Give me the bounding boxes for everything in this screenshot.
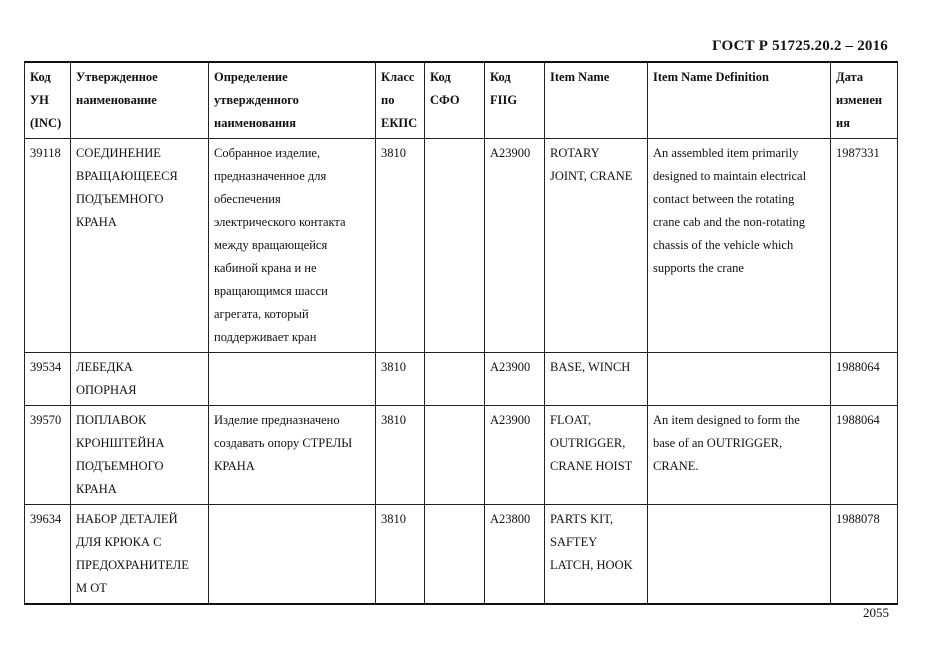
cell-approved-name: ЛЕБЕДКА ОПОРНАЯ — [71, 353, 209, 406]
cell-item-name: ROTARY JOINT, CRANE — [545, 139, 648, 353]
table-row — [25, 505, 898, 605]
header-row — [25, 62, 898, 139]
cell-item-name: BASE, WINCH — [545, 353, 648, 406]
cell-approved-name: ПОПЛАВОК КРОНШТЕЙНА ПОДЪЕМНОГО КРАНА — [71, 406, 209, 505]
header-sfo-code: Код СФО — [425, 62, 485, 139]
cell-class: 3810 — [376, 505, 425, 605]
cell-inc: 39534 — [25, 353, 71, 406]
page-number: 2055 — [863, 605, 889, 620]
header-name-definition: Определение утвержденного наименования — [209, 62, 376, 139]
table-row — [25, 353, 898, 406]
cell-item-name: PARTS KIT, SAFTEY LATCH, HOOK — [545, 505, 648, 605]
table-row — [25, 139, 898, 353]
catalog-table — [24, 61, 898, 605]
header-ekps-class: Класс по ЕКПС — [376, 62, 425, 139]
cell-class: 3810 — [376, 353, 425, 406]
cell-date: 1988064 — [831, 353, 898, 406]
cell-item-definition — [648, 353, 831, 406]
cell-inc: 39570 — [25, 406, 71, 505]
cell-class: 3810 — [376, 139, 425, 353]
cell-sfo — [425, 139, 485, 353]
cell-date: 1988078 — [831, 505, 898, 605]
cell-approved-name: НАБОР ДЕТАЛЕЙ ДЛЯ КРЮКА С ПРЕДОХРАНИТЕЛЕ М ОТ — [71, 505, 209, 605]
standard-designation: ГОСТ Р 51725.20.2 – 2016 — [712, 38, 888, 54]
cell-item-definition: An assembled item primarily designed to maintain electrical contact between the rotating crane cab and the non-rotating chassis of the vehicle which supports the crane — [648, 139, 831, 353]
cell-sfo — [425, 505, 485, 605]
table-row — [25, 406, 898, 505]
cell-date: 1987331 — [831, 139, 898, 353]
header-fiig-code: Код FIIG — [485, 62, 545, 139]
cell-item-definition: An item designed to form the base of an OUTRIGGER, CRANE. — [648, 406, 831, 505]
header-approved-name: Утвержденное наименование — [71, 62, 209, 139]
cell-fiig: A23800 — [485, 505, 545, 605]
header-item-name-definition: Item Name Definition — [648, 62, 831, 139]
header-item-name: Item Name — [545, 62, 648, 139]
cell-date: 1988064 — [831, 406, 898, 505]
cell-sfo — [425, 406, 485, 505]
cell-approved-name: СОЕДИНЕНИЕ ВРАЩАЮЩЕЕСЯ ПОДЪЕМНОГО КРАНА — [71, 139, 209, 353]
cell-definition — [209, 505, 376, 605]
cell-item-definition — [648, 505, 831, 605]
cell-inc: 39634 — [25, 505, 71, 605]
cell-class: 3810 — [376, 406, 425, 505]
cell-fiig: A23900 — [485, 139, 545, 353]
cell-inc: 39118 — [25, 139, 71, 353]
header-inc: Код УН (INC) — [25, 62, 71, 139]
header-change-date: Дата изменен ия — [831, 62, 898, 139]
cell-sfo — [425, 353, 485, 406]
cell-fiig: A23900 — [485, 406, 545, 505]
cell-definition — [209, 353, 376, 406]
cell-fiig: A23900 — [485, 353, 545, 406]
cell-definition: Собранное изделие, предназначенное для обеспечения электрического контакта между вращающейся кабиной крана и не вращающимся шасси агрегата, который поддерживает кран — [209, 139, 376, 353]
cell-item-name: FLOAT, OUTRIGGER, CRANE HOIST — [545, 406, 648, 505]
cell-definition: Изделие предназначено создавать опору СТРЕЛЫ КРАНА — [209, 406, 376, 505]
